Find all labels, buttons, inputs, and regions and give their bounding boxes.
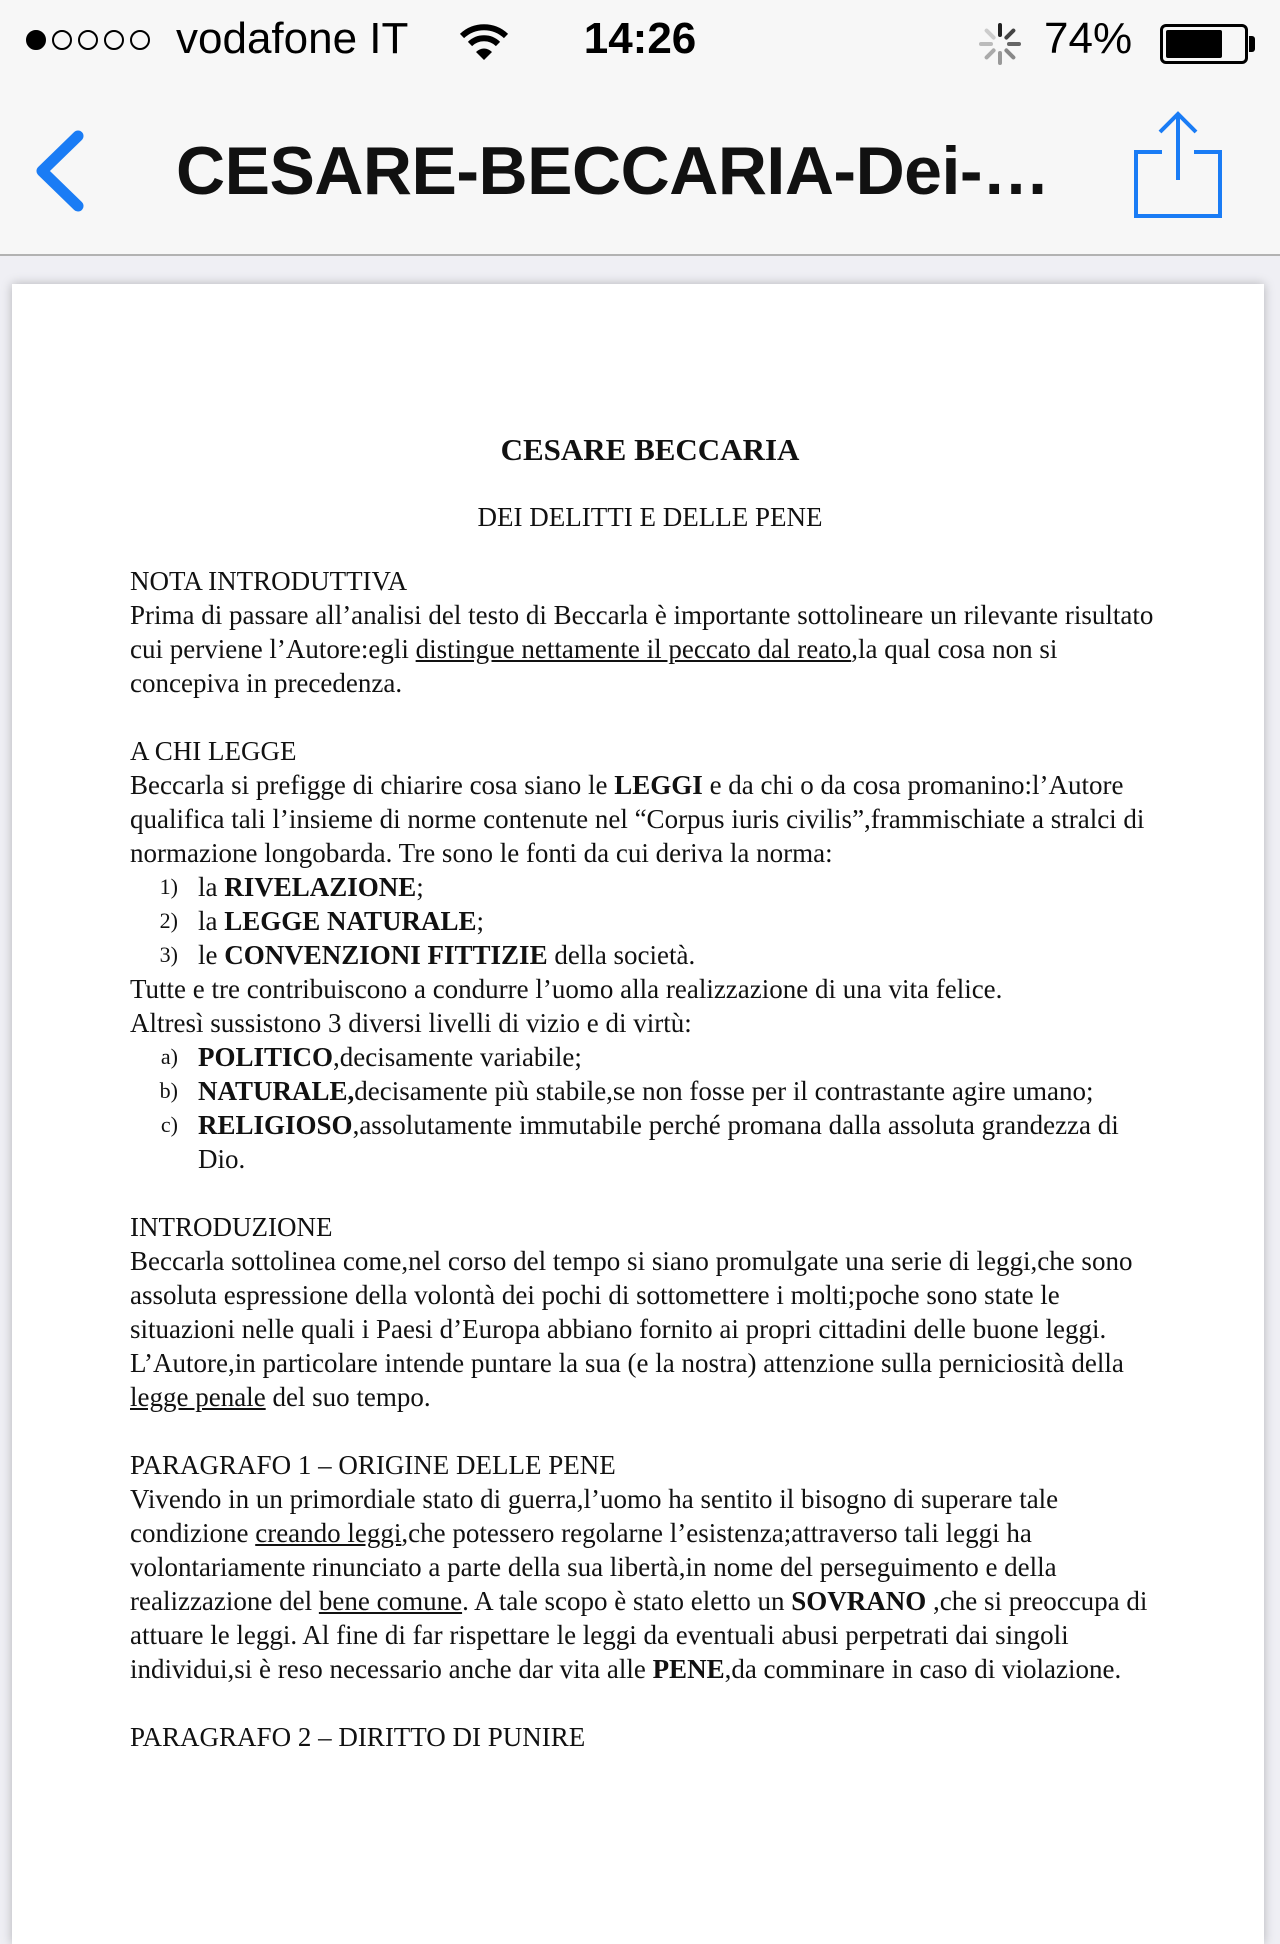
paragraph [130, 1244, 1170, 1414]
paragraph [130, 768, 1170, 870]
section-heading: PARAGRAFO 1 – ORIGINE DELLE PENE [130, 1450, 616, 1480]
battery-icon [1160, 24, 1248, 64]
text-run: Vivendo in un primordiale stato di guerra,l’uomo ha sentito il bisogno di superare tale condizione [130, 1484, 1059, 1548]
text-run: la [198, 872, 225, 902]
chevron-left-icon[interactable] [26, 126, 96, 216]
list-item-text [198, 938, 1170, 972]
bold-text: LEGGE NATURALE [224, 906, 477, 936]
text-run: ; [476, 906, 485, 936]
paragraph: Altresì sussistono 3 diversi livelli di vizio e di virtù: [130, 1008, 692, 1038]
section-heading: A CHI LEGGE [130, 736, 297, 766]
list-marker: b) [159, 1078, 178, 1103]
text-run: la [198, 906, 225, 936]
list-item [130, 904, 1170, 938]
list-marker: 2) [159, 908, 178, 933]
text-run: ,che potessero regolarne l’esistenza;attraverso tali leggi ha volontariamente rinunciato a parte della sua libertà,in nome del perseguimento e della realizzazione del [130, 1518, 1057, 1616]
list-item-text [198, 870, 1170, 904]
paragraph: Tutte e tre contribuiscono a condurre l’uomo alla realizzazione di una vita felice. [130, 974, 1003, 1004]
bold-text: CONVENZIONI FITTIZIE [224, 940, 548, 970]
list-item [130, 1040, 1170, 1074]
paragraph [130, 1482, 1170, 1686]
battery-percentage: 74% [1044, 14, 1133, 63]
list-item [130, 938, 1170, 972]
bold-text: RELIGIOSO [198, 1110, 353, 1140]
status-time: 14:26 [583, 14, 697, 63]
status-bar [0, 0, 1280, 82]
list-marker: c) [160, 1112, 178, 1137]
section-heading: NOTA INTRODUTTIVA [130, 566, 408, 596]
text-run: del suo tempo. [265, 1382, 431, 1412]
text-run: ,decisamente variabile; [333, 1042, 582, 1072]
list-item-text [198, 1074, 1170, 1108]
underlined-text: legge penale [130, 1382, 266, 1412]
section-nota-introduttiva [130, 564, 1170, 700]
text-run: Beccarla sottolinea come,nel corso del tempo si siano promulgate una serie di leggi,che sono assoluta espressione della volontà dei pochi di sottomettere i molti;poche sono state le situazioni nelle quali i Paesi d’Europa abbiano fornito ai propri cittadini delle buone leggi. L’Autore,in particolare intende puntare la sua (e la nostra) attenzione sulla perniciosità della [130, 1246, 1133, 1378]
bold-text: NATURALE, [198, 1076, 355, 1106]
underlined-text: creando leggi [255, 1518, 402, 1548]
list-item [130, 1074, 1170, 1108]
activity-spinner-icon [978, 22, 1022, 66]
bold-text: PENE [652, 1654, 725, 1684]
paragraph [130, 598, 1170, 700]
document-title: CESARE-BECCARIA-Dei-… [176, 133, 1050, 209]
bold-text: LEGGI [614, 770, 703, 800]
list-marker: 1) [159, 874, 178, 899]
text-run: ,la qual cosa non si concepiva in precedenza. [130, 634, 1058, 698]
section-heading: INTRODUZIONE [130, 1212, 333, 1242]
battery-level [1166, 30, 1222, 58]
list-item-text [198, 904, 1170, 938]
bold-text: SOVRANO [791, 1586, 927, 1616]
carrier-name: vodafone IT [176, 14, 409, 63]
doc-title: CESARE BECCARIA [500, 432, 800, 467]
section-a-chi-legge [130, 734, 1170, 1176]
bold-text: RIVELAZIONE [224, 872, 417, 902]
list-item [130, 870, 1170, 904]
text-run: della società. [547, 940, 696, 970]
section-heading: PARAGRAFO 2 – DIRITTO DI PUNIRE [130, 1722, 586, 1752]
list-item-text [198, 1040, 1170, 1074]
section-paragrafo-2 [130, 1720, 1170, 1754]
document-body [130, 430, 1170, 1788]
text-run: ,da comminare in caso di violazione. [724, 1654, 1122, 1684]
list-item-text [198, 1108, 1170, 1176]
text-run: decisamente più stabile,se non fosse per il contrastante agire umano; [354, 1076, 1094, 1106]
list-marker: a) [160, 1044, 178, 1069]
share-icon[interactable] [1130, 108, 1226, 220]
battery-cap [1249, 36, 1255, 52]
text-run: . A tale scopo è stato eletto un [462, 1586, 792, 1616]
sources-list [130, 870, 1170, 972]
doc-subtitle: DEI DELITTI E DELLE PENE [477, 502, 823, 532]
bold-text: POLITICO [198, 1042, 334, 1072]
text-run: ,assolutamente immutabile perché promana dalla assoluta grandezza di Dio. [198, 1110, 1119, 1174]
section-paragrafo-1 [130, 1448, 1170, 1686]
underlined-text: bene comune [318, 1586, 463, 1616]
list-marker: 3) [159, 942, 178, 967]
underlined-text: distingue nettamente il peccato dal reato [415, 634, 852, 664]
text-run: Beccarla si prefigge di chiarire cosa siano le [130, 770, 615, 800]
levels-list [130, 1040, 1170, 1176]
document-page[interactable] [12, 284, 1264, 1944]
text-run: e da chi o da cosa promanino:l’Autore qualifica tali l’insieme di norme contenute nel “Corpus iuris civilis”,frammischiate a stralci di normazione longobarda. Tre sono le fonti da cui deriva la norma: [130, 770, 1145, 868]
text-run: ; [416, 872, 424, 902]
text-run: ,che si preoccupa di attuare le leggi. Al fine di far rispettare le leggi da eventuali abusi perpetrati dai singoli individui,si è reso necessario anche dar vita alle [130, 1586, 1148, 1684]
list-item [130, 1108, 1170, 1176]
text-run: le [198, 940, 225, 970]
section-introduzione [130, 1210, 1170, 1414]
text-run: Prima di passare all’analisi del testo di Beccarla è importante sottolineare un rilevante risultato cui perviene l’Autore:egli [130, 600, 1154, 664]
navigation-bar [0, 82, 1280, 256]
